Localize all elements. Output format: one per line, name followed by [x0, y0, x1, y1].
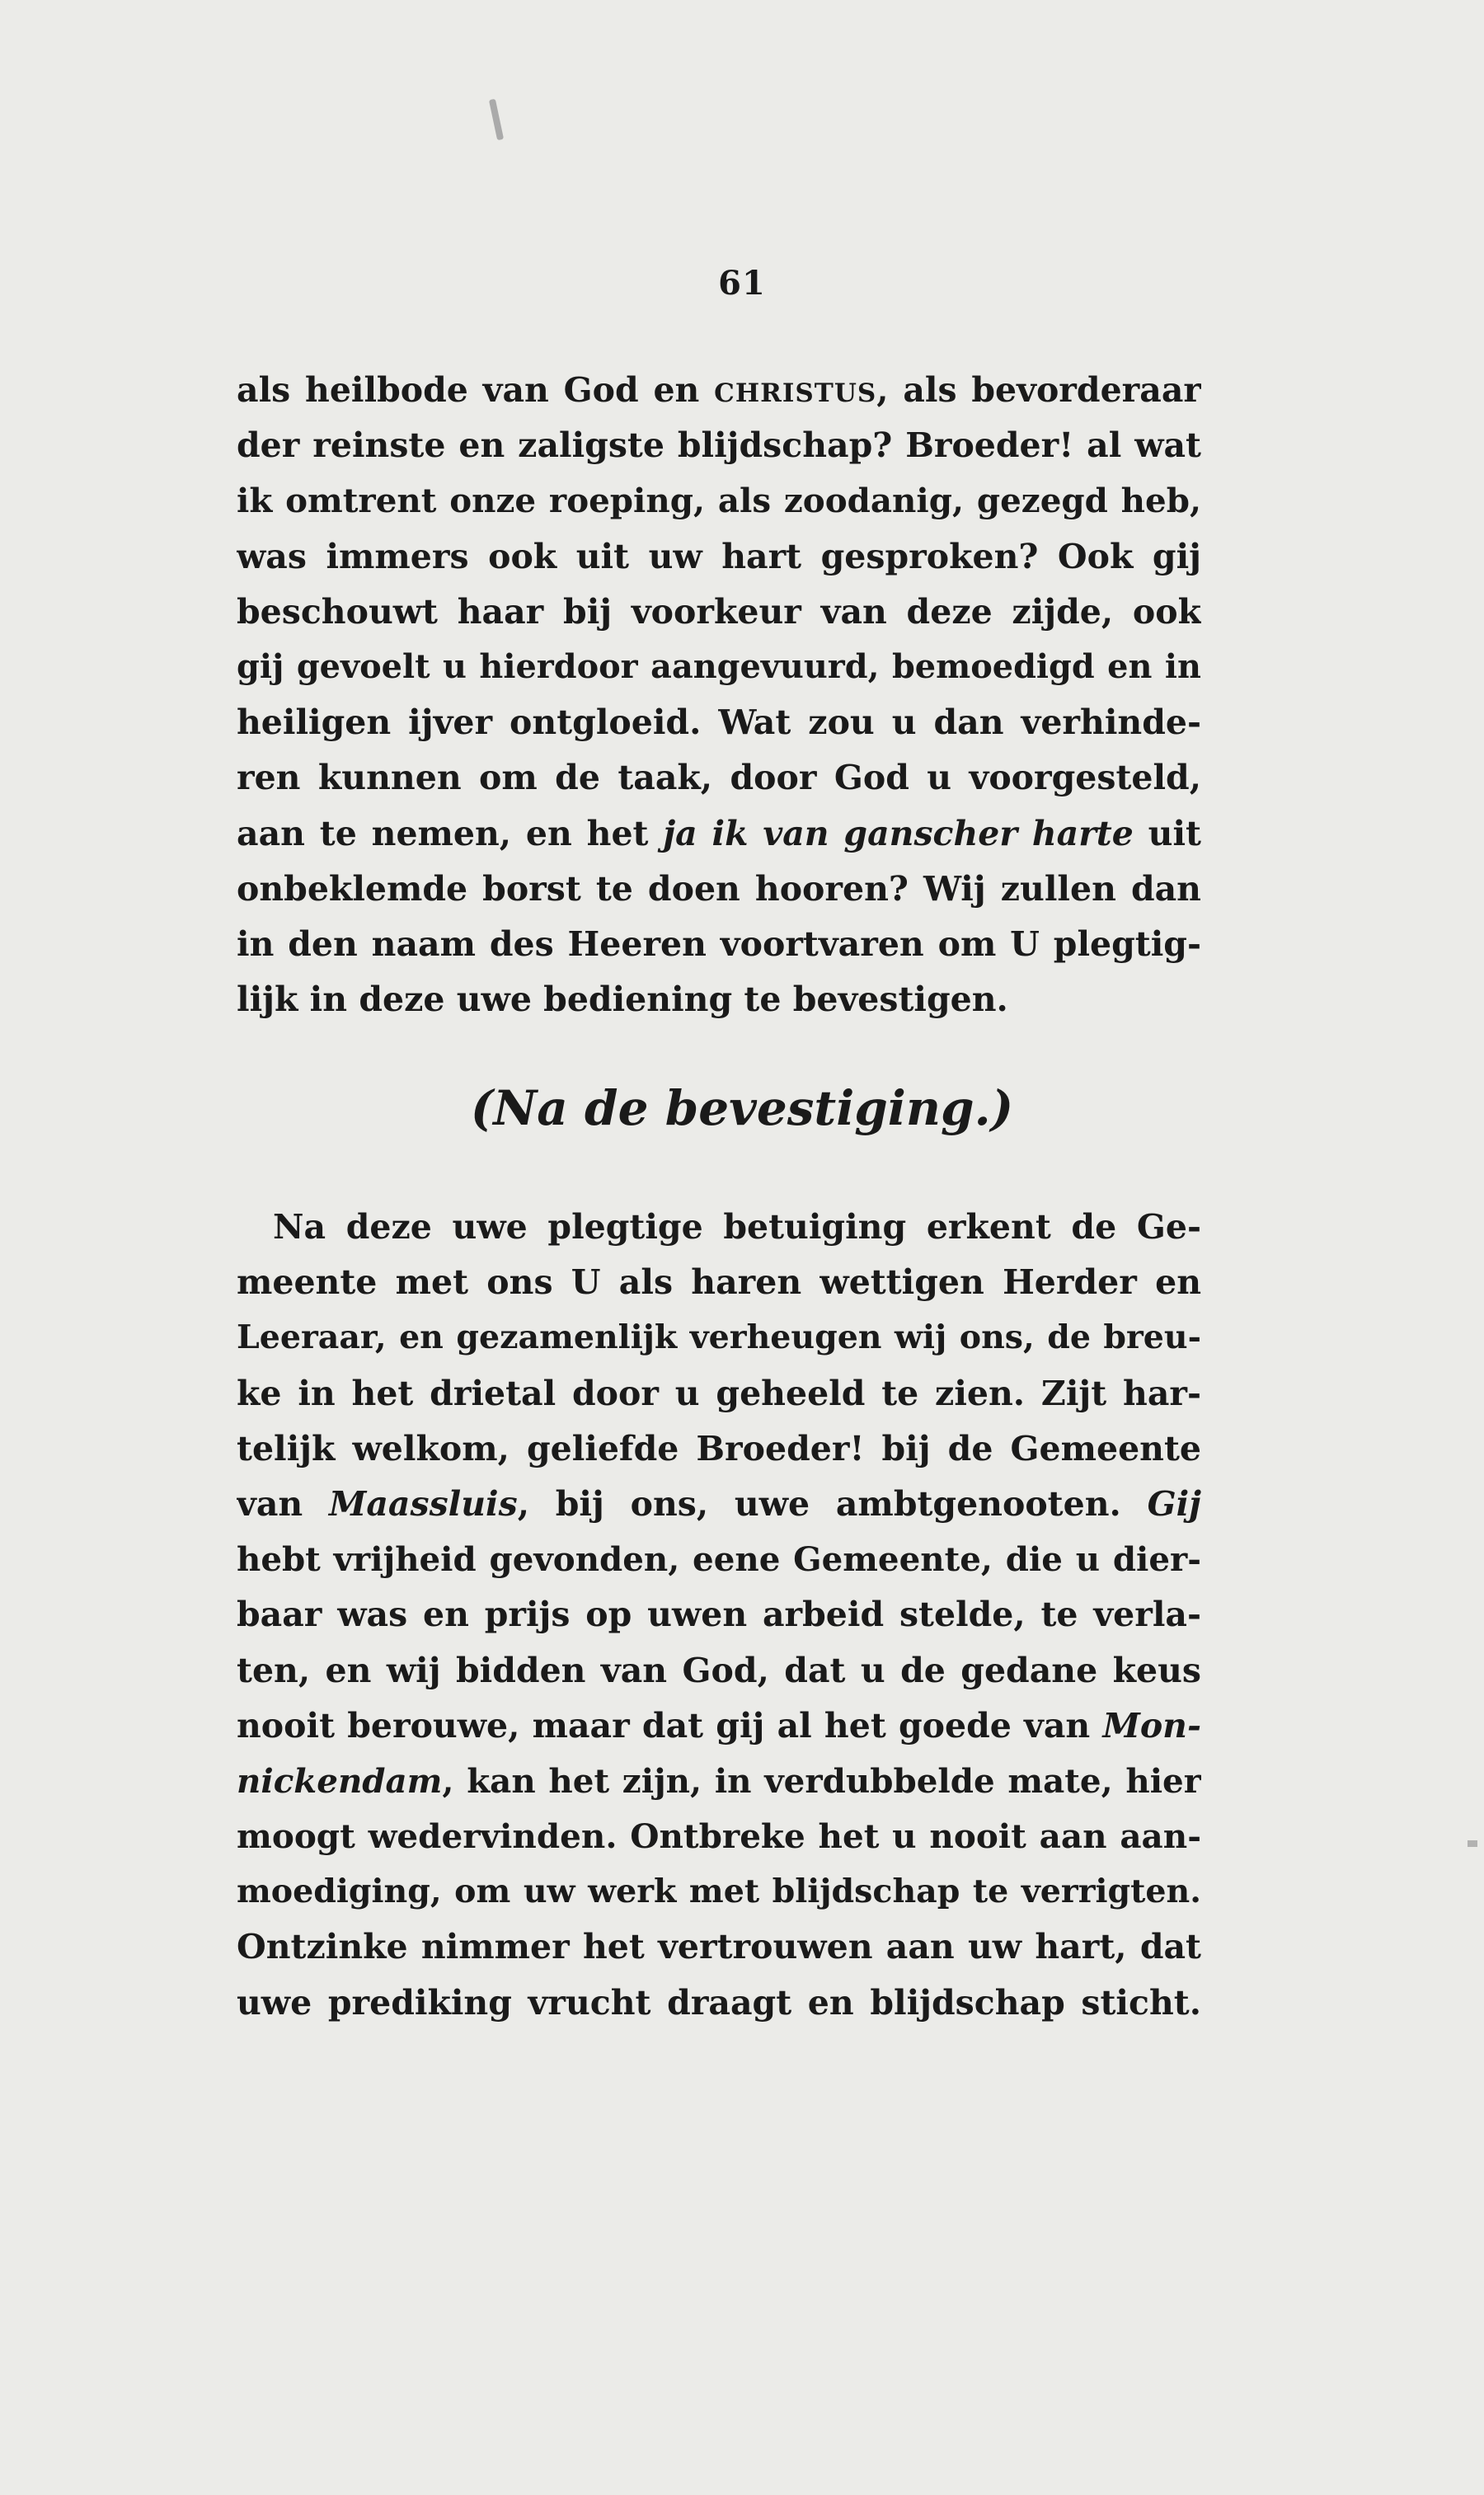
text-line: Na deze uwe plegtige betuiging erkent de Ge-: [273, 1207, 1201, 1247]
italic-place-name: nickendam: [237, 1760, 443, 1801]
text-line: ke in het drietal door u geheeld te zien. Zijt har-: [237, 1373, 1201, 1413]
text-line: ik omtrent onze roeping, als zoodanig, gezegd heb,: [237, 481, 1201, 521]
text-line: in den naam des Heeren voortvaren om U plegtig-: [237, 923, 1201, 964]
text-line: van Maassluis, bij ons, uwe ambtgenooten. Gij: [237, 1483, 1201, 1524]
paragraph-2: [237, 1200, 1201, 2031]
text-line: als heilbode van God en CHRISTUS, als bevorderaar: [237, 370, 1201, 410]
small-caps-name: CHRISTUS: [714, 378, 877, 408]
text-line: der reinste en zaligste blijdschap? Broeder! al wat: [237, 425, 1201, 466]
text-line: Leeraar, en gezamenlijk verheugen wij ons, de breu-: [237, 1318, 1201, 1357]
italic-word: Gij: [1147, 1483, 1201, 1524]
text-line: lijk in deze uwe bediening te bevestigen.: [237, 980, 1008, 1020]
text-line: meente met ons U als haren wettigen Herder en: [237, 1262, 1201, 1303]
text-line: aan te nemen, en het ja ik van ganscher harte uit: [237, 813, 1201, 853]
text-line: ren kunnen om de taak, door God u voorgesteld,: [237, 758, 1201, 798]
text-line: heiligen ijver ontgloeid. Wat zou u dan verhinde-: [237, 702, 1201, 743]
ink-mark: [1468, 1840, 1477, 1847]
text-line: beschouwt haar bij voorkeur van deze zijde, ook: [237, 591, 1201, 632]
ink-mark: [489, 99, 504, 141]
text-line: uwe prediking vrucht draagt en blijdschap sticht.: [237, 1982, 1201, 2023]
text-line: nooit berouwe, maar dat gij al het goede van Mon-: [237, 1705, 1201, 1746]
page-number: 61: [718, 264, 766, 303]
text-line: Ontzinke nimmer het vertrouwen aan uw hart, dat: [237, 1927, 1201, 1967]
italic-place-name: Maassluis: [328, 1483, 518, 1524]
paragraph-1: [237, 363, 1201, 1027]
text-line: gij gevoelt u hierdoor aangevuurd, bemoedigd en in: [237, 647, 1201, 686]
section-heading: (Na de bevestiging.): [470, 1080, 1014, 1136]
text-line: onbeklemde borst te doen hooren? Wij zullen dan: [237, 868, 1201, 909]
text-line: moogt wedervinden. Ontbreke het u nooit aan aan-: [237, 1816, 1201, 1857]
italic-place-name: Mon-: [1102, 1705, 1201, 1746]
text-line: baar was en prijs op uwen arbeid stelde, te verla-: [237, 1595, 1201, 1635]
text-line: moediging, om uw werk met blijdschap te verrigten.: [237, 1872, 1201, 1911]
text-line: nickendam, kan het zijn, in verdubbelde mate, hier: [237, 1760, 1201, 1801]
italic-phrase: ja ik van ganscher harte: [663, 813, 1134, 853]
text-line: telijk welkom, geliefde Broeder! bij de Gemeente: [237, 1428, 1201, 1468]
text-line: hebt vrijheid gevonden, eene Gemeente, die u dier-: [237, 1539, 1201, 1580]
text-line: was immers ook uit uw hart gesproken? Ook gij: [237, 536, 1201, 576]
text-line: ten, en wij bidden van God, dat u de gedane keus: [237, 1650, 1201, 1690]
